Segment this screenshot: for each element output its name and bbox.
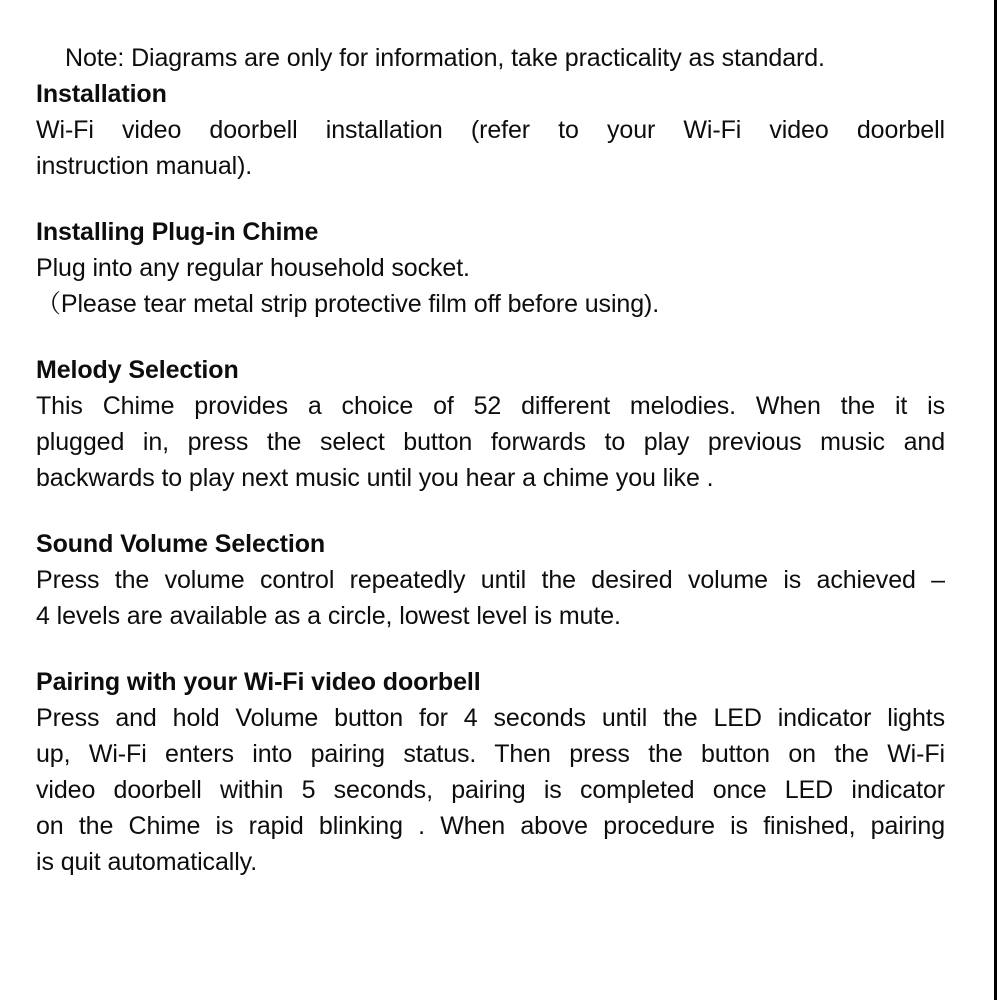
section-heading-pairing-with-doorbell: Pairing with your Wi-Fi video doorbell: [36, 668, 481, 696]
section-installing-plug-in-chime: [36, 214, 945, 322]
paragraph-line: Press and hold Volume button for 4 seconds until the LED indicator lights: [36, 704, 945, 732]
note-text: Note: Diagrams are only for information, take practicality as standard.: [65, 44, 825, 72]
paragraph-line: Plug into any regular household socket.: [36, 254, 470, 282]
paragraph-line: instruction manual).: [36, 152, 253, 180]
section-installation: [36, 76, 945, 184]
paragraph-line: This Chime provides a choice of 52 different melodies. When the it is: [36, 392, 945, 420]
section-heading-installing-plug-in-chime: Installing Plug-in Chime: [36, 218, 319, 246]
paragraph-line: （Please tear metal strip protective film off before using).: [36, 290, 660, 318]
paragraph-line: plugged in, press the select button forwards to play previous music and: [36, 428, 945, 456]
paragraph-line: video doorbell within 5 seconds, pairing is completed once LED indicator: [36, 776, 945, 804]
paragraph-line: is quit automatically.: [36, 848, 258, 876]
section-heading-sound-volume-selection: Sound Volume Selection: [36, 530, 326, 558]
section-heading-melody-selection: Melody Selection: [36, 356, 239, 384]
section-heading-installation: Installation: [36, 80, 167, 108]
section-sound-volume-selection: [36, 526, 945, 634]
paragraph-line: backwards to play next music until you hear a chime you like .: [36, 464, 714, 492]
page-edge-line: [994, 0, 997, 1000]
paragraph-line: Wi-Fi video doorbell installation (refer to your Wi-Fi video doorbell: [36, 116, 945, 144]
paragraph-line: up, Wi-Fi enters into pairing status. Then press the button on the Wi-Fi: [36, 740, 945, 768]
paragraph-line: 4 levels are available as a circle, lowest level is mute.: [36, 602, 621, 630]
section-melody-selection: [36, 352, 945, 496]
paragraph-line: on the Chime is rapid blinking . When above procedure is finished, pairing: [36, 812, 945, 840]
paragraph-line: Press the volume control repeatedly until the desired volume is achieved –: [36, 566, 945, 594]
section-pairing-with-doorbell: [36, 664, 945, 880]
